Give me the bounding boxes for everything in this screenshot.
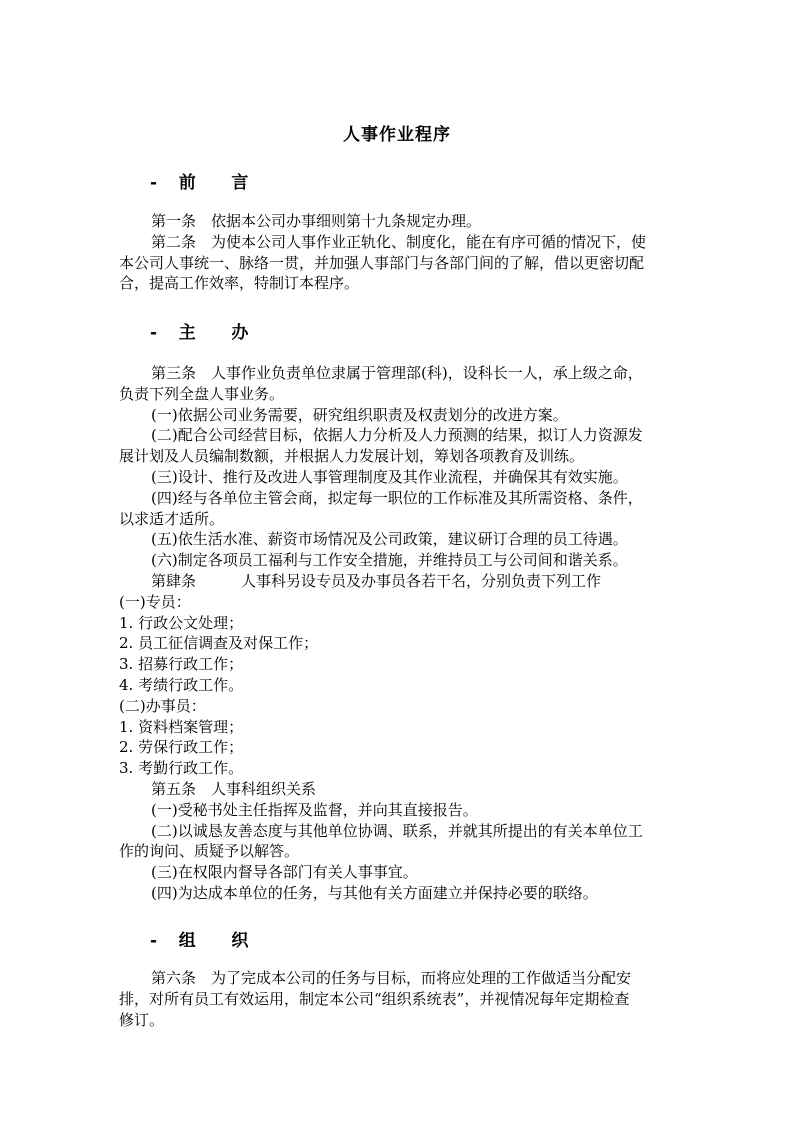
section-body-organization (119, 968, 675, 1030)
article-6-line-1: 第六条 为了完成本公司的任务与目标，而将应处理的工作做适当分配安 (151, 969, 632, 987)
article-4: 第肆条 人事科另设专员及办事员各若干名，分别负责下列工作 (151, 571, 602, 590)
article-3-item-4-line-1: (四)经与各单位主管会商，拟定每一职位的工作标准及其所需资格、条件， (151, 488, 643, 507)
article-3-item-2-line-1: (二)配合公司经营目标，依据人力分析及人力预测的结果，拟订人力资源发 (151, 426, 643, 445)
article-2-line-2: 本公司人事统一、脉络一贯，并加强人事部门与各部门间的了解，借以更密切配 (119, 253, 645, 272)
article-3-line-2: 负责下列全盘人事业务。 (119, 384, 285, 403)
article-5-item-4: (四)为达成本单位的任务，与其他有关方面建立并保持必要的联络。 (151, 883, 598, 902)
document-title: 人事作业程序 (343, 125, 451, 145)
section-body-charge (119, 363, 675, 904)
specialist-task-2: 2. 员工征信调查及对保工作； (119, 634, 319, 653)
article-4-clerk: (二)办事员： (119, 696, 206, 715)
section-heading-organization: - 组 织 (150, 931, 250, 951)
article-3-item-5: (五)依生活水准、薪资市场情况及公司政策，建议研订合理的员工待遇。 (151, 530, 628, 549)
article-2-line-3: 合，提高工作效率，特制订本程序。 (119, 274, 360, 293)
article-5-item-2-line-2: 作的询问、质疑予以解答。 (119, 842, 300, 861)
article-2-line-1: 第二条 为使本公司人事作业正轨化、制度化，能在有序可循的情况下，使 (151, 232, 647, 251)
article-5-item-1: (一)受秘书处主任指挥及监督，并向其直接报告。 (151, 800, 478, 819)
article-1: 第一条 依据本公司办事细则第十九条规定办理。 (151, 212, 482, 230)
article-5: 第五条 人事科组织关系 (151, 779, 317, 798)
article-3-item-4-line-2: 以求适才适所。 (119, 509, 225, 528)
article-5-item-2-line-1: (二)以诚恳友善态度与其他单位协调、联系，并就其所提出的有关本单位工 (151, 821, 643, 840)
article-3-line-1: 第三条 人事作业负责单位隶属于管理部(科)，设科长一人，承上级之命， (151, 364, 643, 382)
specialist-task-3: 3. 招募行政工作； (119, 655, 244, 674)
article-6-line-3: 修订。 (119, 1010, 165, 1029)
specialist-task-1: 1. 行政公文处理； (119, 613, 244, 632)
section-heading-charge: - 主 办 (150, 323, 250, 343)
clerk-task-1: 1. 资料档案管理； (119, 717, 244, 736)
clerk-task-3: 3. 考勤行政工作。 (119, 759, 244, 778)
article-5-item-3: (三)在权限内督导各部门有关人事事宜。 (151, 863, 418, 882)
article-6-line-2: 排，对所有员工有效运用，制定本公司“组织系统表”，并视情况每年定期检查 (119, 989, 630, 1008)
clerk-task-2: 2. 劳保行政工作； (119, 738, 244, 757)
section-heading-preface: - 前 言 (150, 173, 250, 193)
section-body-preface (119, 211, 675, 294)
article-3-item-1: (一)依据公司业务需要，研究组织职责及权责划分的改进方案。 (151, 405, 568, 424)
article-4-specialist: (一)专员： (119, 592, 191, 611)
article-3-item-6: (六)制定各项员工福利与工作安全措施，并维持员工与公司间和谐关系。 (151, 551, 628, 570)
article-3-item-3: (三)设计、推行及改进人事管理制度及其作业流程，并确保其有效实施。 (151, 467, 628, 486)
article-3-item-2-line-2: 展计划及人员编制数额，并根据人力发展计划，筹划各项教育及训练。 (119, 447, 585, 466)
specialist-task-4: 4. 考绩行政工作。 (119, 675, 244, 694)
